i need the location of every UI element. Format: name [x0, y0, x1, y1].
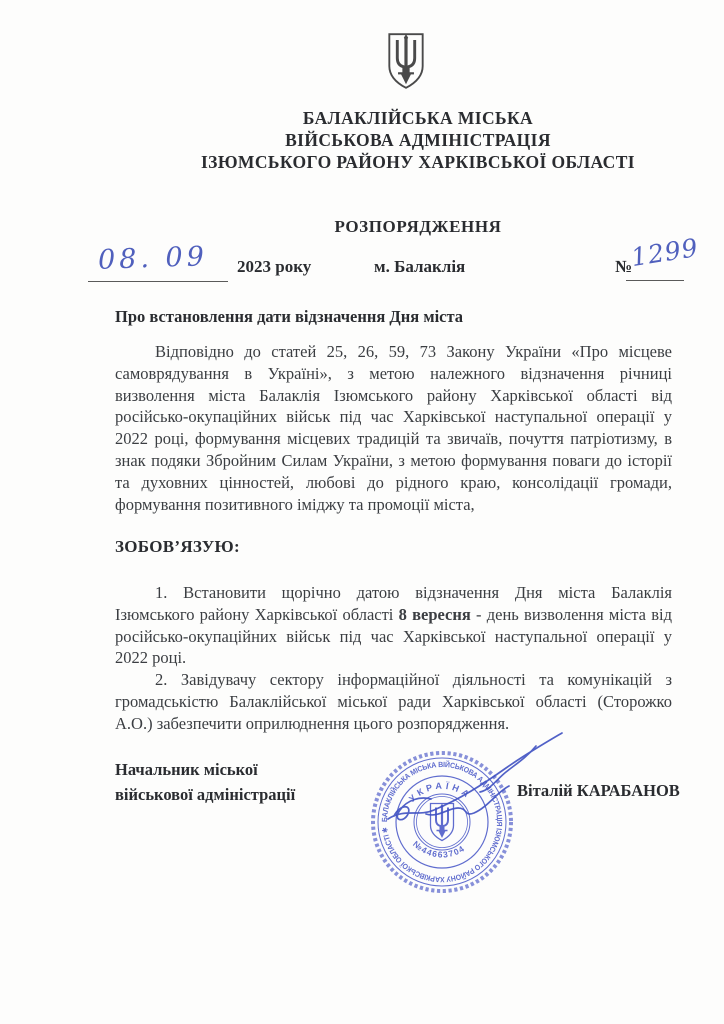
item1-bold-date: 8 вересня: [398, 604, 471, 624]
stamp-ring-text: БАЛАКЛІЙСЬКА МІСЬКА ВІЙСЬКОВА АДМІНІСТРАЦІЯ ІЗЮМСЬКОГО РАЙОНУ ХАРКІВСЬКОЇ ОБЛАСТІ ✱: [379, 759, 505, 885]
year-label: 2023 року: [237, 257, 312, 276]
signatory-position-line1: Начальник міської: [115, 760, 258, 779]
org-name-line1: БАЛАКЛІЙСЬКА МІСЬКА: [302, 108, 534, 128]
svg-text:УКРАЇНА: [407, 781, 474, 804]
number-underline: [626, 280, 684, 281]
preamble-paragraph: Відповідно до статей 25, 26, 59, 73 Закону України «Про місцеве самоврядування в Україні», з метою належного відзначення річниці визволення міста Балаклія Ізюмського району Харківської області від російсько-окупаційних військ під час Харківської наступальної операції у 2022 році, формування місцевих традицій та звичаїв, почуття патріотизму, в знак подяки Збройним Силам України, з метою формування поваги до історії та духовних цінностей, любові до рідного краю, консолідації громади, формування позитивного іміджу та промоції міста,: [115, 342, 672, 514]
round-stamp-icon: [373, 753, 511, 891]
org-header: [112, 107, 724, 173]
org-name-line2: ВІЙСЬКОВА АДМІНІСТРАЦІЯ: [285, 130, 551, 150]
signatory-name: Віталій КАРАБАНОВ: [517, 781, 680, 800]
doc-type-title: РОЗПОРЯДЖЕННЯ: [334, 217, 502, 236]
signatory-position: [115, 757, 295, 807]
item1-text-tail: - день визволення міста від російсько-окупаційних військ під час Харківської наступальної операції у 2022 році.: [115, 604, 672, 668]
stamp-country-text: УКРАЇНА: [406, 780, 474, 804]
stamp-code-text: №44663704: [411, 838, 467, 860]
directive-item-1: [115, 582, 672, 669]
place-label: м. Балаклія: [374, 257, 466, 276]
official-stamp-and-signature: [330, 722, 580, 922]
org-name-line3: ІЗЮМСЬКОГО РАЙОНУ ХАРКІВСЬКОЇ ОБЛАСТІ: [200, 152, 636, 172]
number-sign-label: №: [615, 257, 633, 276]
item1-text: 1. Встановити щорічно датою відзначення Дня міста Балаклія Ізюмського району Харківської області: [115, 583, 672, 624]
handwritten-number: 1299: [629, 232, 701, 273]
preamble-block: [115, 341, 672, 515]
subject-line: Про встановлення дати відзначення Дня міста: [115, 307, 464, 326]
directive-items: [115, 582, 672, 735]
trident-emblem-icon: [384, 32, 428, 90]
handwritten-date: 08. 09: [97, 241, 209, 276]
item2-text: 2. Завідувачу сектору інформаційної діяльності та комунікацій з громадськістю Балаклійської міської ради Харківської області (Сторожко А.О.) забезпечити оприлюднення цього розпорядження.: [115, 670, 672, 733]
signatory-position-line2: військової адміністрації: [115, 785, 296, 804]
directive-heading: ЗОБОВ’ЯЗУЮ:: [115, 537, 240, 556]
date-underline: [88, 281, 228, 282]
